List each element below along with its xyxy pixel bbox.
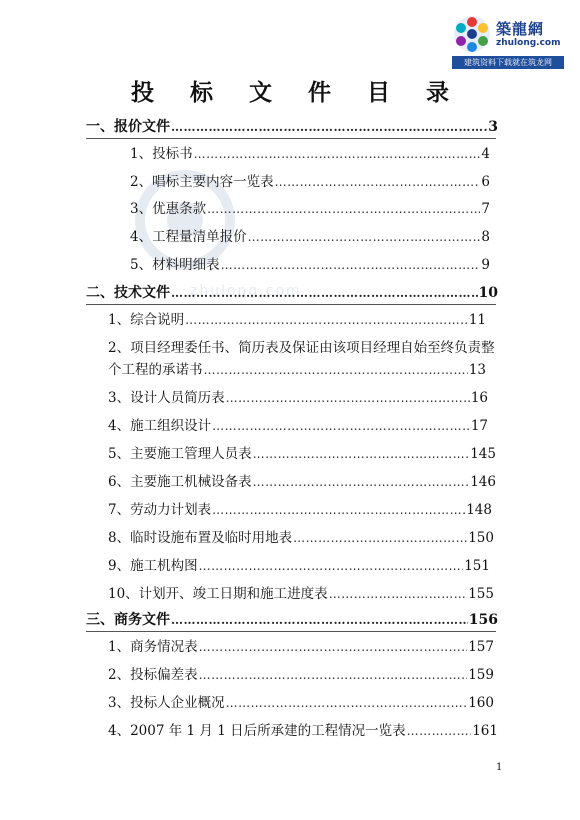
toc-item-label: 5、主要施工管理人员表: [108, 446, 252, 462]
toc-page: 156: [468, 612, 498, 628]
toc-section-label: 一、报价文件: [86, 119, 170, 135]
toc-item-label: 3、设计人员简历表: [108, 390, 225, 406]
toc-page: 151: [464, 558, 490, 574]
toc-leader: [253, 445, 470, 463]
toc-section[interactable]: [86, 118, 498, 136]
toc-page: 17: [470, 418, 488, 434]
toc-item[interactable]: [108, 722, 498, 740]
toc-page: 150: [468, 530, 494, 546]
toc-leader: [204, 361, 468, 379]
toc-leader: [207, 200, 480, 218]
toc-item[interactable]: [108, 666, 494, 684]
zhulong-logo-icon: [452, 14, 492, 54]
toc-item[interactable]: [108, 473, 496, 491]
toc-item-label: 6、主要施工机械设备表: [108, 474, 252, 490]
toc-item[interactable]: [130, 228, 490, 246]
toc-item-label: 1、商务情况表: [108, 639, 198, 655]
toc-leader: [293, 529, 467, 547]
logo-site: zhulong.com: [496, 38, 561, 48]
toc-item[interactable]: [108, 445, 496, 463]
toc-page: 145: [470, 446, 496, 462]
toc-item-label: 1、投标书: [130, 146, 193, 162]
toc-item-label: 3、优惠条款: [130, 201, 207, 217]
toc-leader: [171, 284, 478, 302]
toc-page: 6: [481, 174, 490, 190]
page-number: 1: [496, 762, 503, 773]
toc-leader: [171, 118, 487, 136]
toc-page: 10: [478, 285, 498, 301]
toc-leader: [212, 501, 465, 519]
toc-leader: [199, 666, 468, 684]
toc-item-label: 1、综合说明: [108, 312, 185, 328]
toc-item[interactable]: [130, 173, 490, 191]
toc-item[interactable]: [108, 389, 488, 407]
toc-page: 155: [468, 586, 494, 602]
toc-item-label: 4、施工组织设计: [108, 418, 212, 434]
page-title: 投 标 文 件 目 录: [130, 79, 464, 106]
toc-page: 16: [470, 390, 488, 406]
toc-item-label: 2、投标偏差表: [108, 667, 198, 683]
toc-item[interactable]: [130, 145, 490, 163]
toc-page: 161: [472, 723, 498, 739]
toc-item[interactable]: [108, 694, 494, 712]
toc-page: 148: [466, 502, 492, 518]
toc-item-label: 9、施工机构图: [108, 558, 198, 574]
toc-leader: [248, 228, 481, 246]
toc-item-label: 个工程的承诺书: [108, 362, 203, 378]
toc-page: 4: [481, 146, 490, 162]
toc-leader: [226, 694, 468, 712]
logo-tagline: 建筑资料下载就在筑龙网: [452, 56, 564, 69]
toc-section[interactable]: [86, 611, 498, 629]
toc-leader: [194, 145, 481, 163]
toc-leader: [253, 473, 470, 491]
toc-leader: [212, 417, 470, 435]
toc-item-label: 3、投标人企业概况: [108, 695, 225, 711]
toc-item-label: 2、唱标主要内容一览表: [130, 174, 274, 190]
toc-page: 157: [468, 639, 494, 655]
toc-item[interactable]: [108, 417, 488, 435]
section-divider: [86, 138, 496, 139]
toc-item[interactable]: [108, 501, 492, 519]
toc-page: 146: [470, 474, 496, 490]
toc-leader: [199, 638, 468, 656]
toc-item[interactable]: [108, 585, 494, 603]
toc-section[interactable]: [86, 284, 498, 302]
toc-item[interactable]: [108, 361, 486, 379]
toc-page: 9: [481, 257, 490, 273]
site-logo: [452, 12, 564, 70]
watermark-text: zhulong.com: [190, 283, 302, 299]
toc-item-label: 8、临时设施布置及临时用地表: [108, 530, 293, 546]
toc-page: 7: [481, 201, 490, 217]
toc-leader: [199, 557, 464, 575]
toc-page: 11: [468, 312, 486, 328]
toc-leader: [185, 311, 468, 329]
toc-item-label: 7、劳动力计划表: [108, 502, 212, 518]
section-divider: [86, 304, 496, 305]
toc-section-label: 二、技术文件: [86, 285, 170, 301]
toc-item[interactable]: [108, 557, 490, 575]
toc-page: 160: [468, 695, 494, 711]
toc-item[interactable]: [108, 311, 486, 329]
section-divider: [86, 631, 496, 632]
toc-item[interactable]: [130, 256, 490, 274]
toc-page: 159: [468, 667, 494, 683]
toc-leader: [275, 173, 481, 191]
toc-item[interactable]: [108, 638, 494, 656]
toc-item[interactable]: [130, 200, 490, 218]
toc-leader: [226, 389, 470, 407]
toc-item-label: 5、材料明细表: [130, 257, 220, 273]
toc-item-label: 4、工程量清单报价: [130, 229, 247, 245]
toc-item[interactable]: [108, 529, 494, 547]
toc-item-label-line1: 2、项目经理委任书、简历表及保证由该项目经理自始至终负责整: [108, 340, 495, 356]
logo-name: 築龍網: [496, 20, 545, 38]
toc-leader: [171, 611, 468, 629]
toc-page: 13: [468, 362, 486, 378]
toc-section-label: 三、商务文件: [86, 612, 170, 628]
toc-item-label: 4、2007 年 1 月 1 日后所承建的工程情况一览表: [108, 723, 406, 739]
toc-leader: [221, 256, 481, 274]
toc-leader: [329, 585, 468, 603]
toc-page: 8: [481, 229, 490, 245]
toc-leader: [407, 722, 472, 740]
toc-page: 3: [488, 119, 498, 135]
toc-item-label: 10、计划开、竣工日期和施工进度表: [108, 586, 328, 602]
